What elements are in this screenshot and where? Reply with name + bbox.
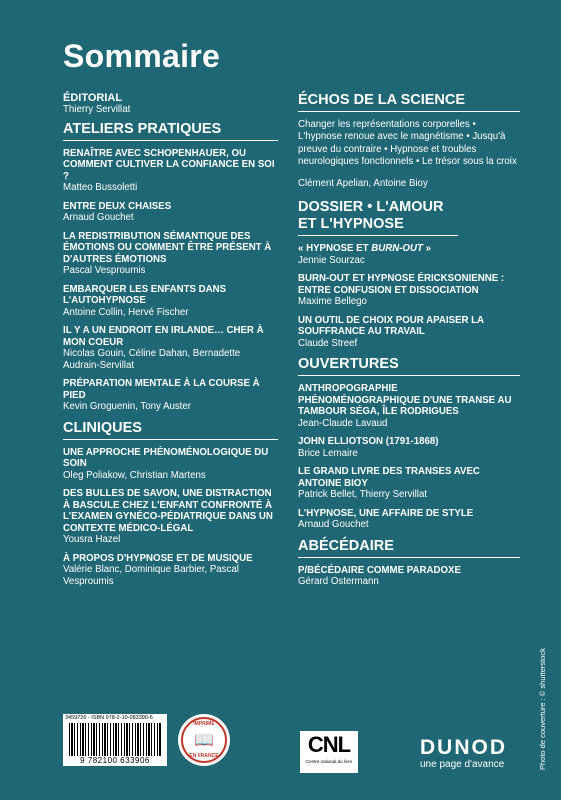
entry-title: UN OUTIL DE CHOIX POUR APAISER LA SOUFFRANCE AU TRAVAIL: [298, 314, 484, 338]
toc-entry: [63, 488, 278, 546]
publisher-tagline: une page d'avance: [420, 759, 505, 770]
entry-title: ANTHROPOGRAPHIE PHÉNOMÉNOGRAPHIQUE D'UNE TRANSE AU TAMBOUR SÉGA, ÎLE RODRIGUES: [298, 383, 512, 418]
editorial-title: ÉDITORIAL: [63, 92, 123, 104]
toc-entry: [63, 284, 278, 319]
section-abecedaire: [298, 538, 520, 588]
section-heading: ATELIERS PRATIQUES: [63, 121, 278, 141]
toc-entry: [298, 508, 520, 531]
entry-author: Gérard Ostermann: [298, 576, 379, 588]
book-icon: 📖: [194, 732, 214, 749]
toc-entry: [63, 148, 278, 194]
entry-title-part: »: [422, 243, 431, 255]
entry-author: Brice Lemaire: [298, 447, 358, 459]
entry-title: IL Y A UN ENDROIT EN IRLANDE… CHER À MON COEUR: [63, 325, 264, 348]
entry-author: Jennie Sourzac: [298, 254, 365, 266]
entry-title: JOHN ELLIOTSON (1791-1868): [298, 436, 439, 448]
entry-author: Nicolas Gouin, Céline Dahan, Bernadette Audrain-Servillat: [63, 348, 241, 371]
entry-title: BURN-OUT ET HYPNOSE ÉRICKSONIENNE : ENTRE CONFUSION ET DISSOCIATION: [298, 273, 505, 296]
toc-entry: [298, 565, 520, 588]
entry-title: [298, 243, 520, 255]
photo-credit: Photo de couverture : © shutterstock: [538, 648, 547, 770]
toc-entry: [63, 325, 278, 371]
toc-entry: [63, 201, 278, 224]
entry-title: ENTRE DEUX CHAISES: [63, 200, 172, 212]
entry-author: Pascal Vesproumis: [63, 265, 146, 276]
entry-title-italic: BURN-OUT: [371, 243, 423, 255]
toc-entry: [298, 243, 520, 266]
section-dossier: [298, 199, 520, 349]
entry-title: L'HYPNOSE, UNE AFFAIRE DE STYLE: [298, 507, 474, 519]
section-heading: ABÉCÉDAIRE: [298, 538, 520, 558]
entry-title: PRÉPARATION MENTALE À LA COURSE À PIED: [63, 378, 260, 401]
cnl-logo-text: CNL: [307, 732, 351, 757]
page-title: Sommaire: [63, 38, 221, 74]
section-heading: ÉCHOS DE LA SCIENCE: [298, 92, 520, 112]
entry-author: Valérie Blanc, Dominique Barbier, Pascal Vesproumis: [63, 564, 239, 587]
toc-entry: [298, 383, 520, 429]
entry-author: Jean-Claude Lavaud: [298, 417, 388, 429]
entry-author: Arnaud Gouchet: [298, 519, 369, 531]
entry-title: EMBARQUER LES ENFANTS DANS L'AUTOHYPNOSE: [63, 283, 227, 306]
entry-title: P/BÉCÉDAIRE COMME PARADOXE: [298, 564, 461, 576]
entry-title: LA REDISTRIBUTION SÉMANTIQUE DES ÉMOTIONS OU COMMENT ÊTRE PRÉSENT À D'AUTRES ÉMOTIONS: [63, 230, 272, 265]
entry-title: DES BULLES DE SAVON, UNE DISTRACTION À BASCULE CHEZ L'ENFANT CONFRONTÉ À L'EXAMEN GYNÉCO-PÉDIATRIQUE DANS UN CONTEXTE MÉDICO-LÉGAL: [63, 488, 273, 534]
right-column: [298, 92, 520, 595]
toc-entry: [298, 466, 520, 501]
section-heading: CLINIQUES: [63, 420, 278, 440]
badge-top-text: IMPRIMÉ: [193, 721, 215, 727]
publisher-name: DUNOD: [420, 736, 507, 759]
entry-title: À PROPOS D'HYPNOSE ET DE MUSIQUE: [63, 552, 253, 564]
entry-author: Claude Streef: [298, 337, 358, 349]
entry-author: Oleg Poliakow, Christian Martens: [63, 469, 206, 481]
entry-title: UNE APPROCHE PHÉNOMÉNOLOGIQUE DU SOIN: [63, 446, 269, 469]
left-column: [63, 92, 278, 594]
barcode-isbn: 3459726 - ISBN 978-2-10-083390-6: [65, 715, 153, 721]
badge-bottom-text: EN FRANCE: [189, 753, 219, 759]
printed-in-france-badge: [178, 714, 230, 766]
toc-entry: [63, 378, 278, 413]
toc-entry: [298, 315, 520, 350]
barcode: [63, 714, 167, 766]
entry-author: Antoine Collin, Hervé Fischer: [63, 306, 189, 318]
entry-title: RENAÎTRE AVEC SCHOPENHAUER, OU COMMENT CULTIVER LA CONFIANCE EN SOI ?: [63, 147, 275, 182]
entry-author: Matteo Bussoletti: [63, 182, 138, 193]
editorial: [63, 92, 278, 116]
entry-author: Yousra Hazel: [63, 534, 121, 545]
section-ateliers: [63, 121, 278, 413]
entry-title: LE GRAND LIVRE DES TRANSES AVEC ANTOINE BIOY: [298, 466, 480, 489]
section-echos: [298, 92, 520, 189]
entry-title-part: « HYPNOSE ET: [298, 243, 372, 255]
entry-author: Maxime Bellego: [298, 296, 367, 308]
cnl-logo: [300, 731, 358, 773]
echos-intro: Changer les représentations corporelles • L'hypnose renoue avec le magnétisme • Jusqu'à preuve du contraire • Hypnose et troubles neurologiques fonctionnels • Le trésor sous la croix: [298, 119, 517, 168]
cnl-subtitle: Centre national du livre: [305, 759, 353, 764]
toc-entry: [63, 231, 278, 277]
section-ouvertures: [298, 356, 520, 531]
barcode-number: 9 782100 633906: [80, 756, 150, 765]
editorial-author: Thierry Servillat: [63, 104, 131, 115]
toc-entry: [298, 436, 520, 459]
entry-author: Arnaud Gouchet: [63, 212, 134, 223]
toc-entry: [63, 553, 278, 588]
toc-entry: [298, 273, 520, 308]
section-heading: OUVERTURES: [298, 356, 520, 376]
entry-author: Patrick Bellet, Thierry Servillat: [298, 489, 428, 501]
entry-author: Kevin Groguenin, Tony Auster: [63, 401, 191, 412]
section-cliniques: [63, 420, 278, 588]
barcode-bars: [69, 723, 161, 756]
publisher-logo: [420, 737, 507, 771]
toc-entry: [63, 447, 278, 482]
echos-authors: Clément Apelian, Antoine Bioy: [298, 177, 428, 189]
section-heading: DOSSIER • L'AMOUR ET L'HYPNOSE: [298, 199, 458, 236]
